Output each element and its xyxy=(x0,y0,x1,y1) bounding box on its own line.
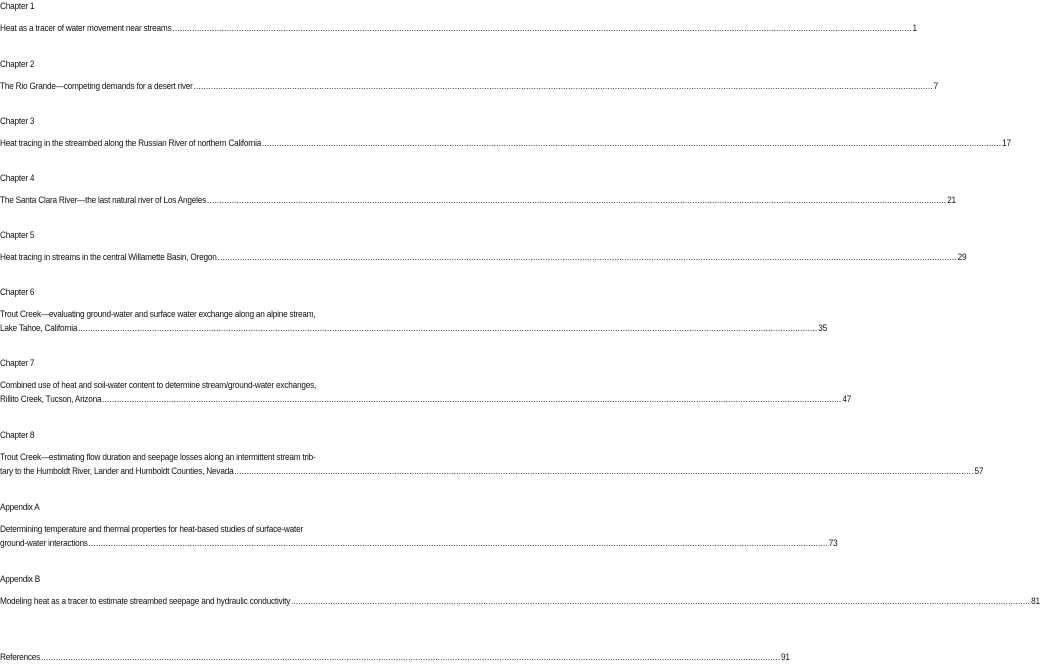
page-number: 1 xyxy=(912,23,917,34)
entry-title: Lake Tahoe, California xyxy=(0,323,78,334)
page-number: 7 xyxy=(933,81,939,92)
toc-entry-chapter-2 xyxy=(0,58,939,94)
entry-heading: Chapter 5 xyxy=(0,230,35,241)
page-number: 35 xyxy=(818,323,827,334)
entry-heading: Appendix B xyxy=(0,574,41,585)
dot-leader: ............................................................................................................................................................................................................................................................................................................ xyxy=(261,138,1002,149)
dot-leader: ............................................................................................................................................................................................................................................................................................................ xyxy=(206,195,947,206)
entry-title-line: Determining temperature and thermal properties for heat-based studies of surface-water xyxy=(0,524,303,535)
dot-leader: ............................................................................................................................................................................................................................................................................................................ xyxy=(102,394,842,405)
entry-heading: Chapter 3 xyxy=(0,116,35,127)
toc-entry-chapter-8 xyxy=(0,429,984,479)
page-number: 73 xyxy=(828,538,838,549)
page-number: 17 xyxy=(1002,138,1011,149)
dot-leader: ............................................................................................................................................................................................................................................................................................................ xyxy=(290,596,1031,607)
toc-entry-chapter-4 xyxy=(0,172,956,208)
toc-entry-references xyxy=(0,651,790,665)
entry-heading: Appendix A xyxy=(0,502,40,513)
page-number: 47 xyxy=(842,394,852,405)
entry-title: References xyxy=(0,652,41,663)
entry-heading: Chapter 2 xyxy=(0,59,35,70)
toc-entry-chapter-3 xyxy=(0,115,1011,151)
entry-title-line: Trout Creek—evaluating ground-water and surface water exchange along an alpine stream, xyxy=(0,309,316,320)
entry-title-line: Trout Creek—estimating flow duration and seepage losses along an intermittent stream trib- xyxy=(0,452,316,463)
entry-title: Modeling heat as a tracer to estimate streambed seepage and hydraulic conductivity xyxy=(0,596,291,607)
toc-entry-appendix-b xyxy=(0,573,1040,609)
entry-heading: Chapter 8 xyxy=(0,430,35,441)
entry-title: Heat as a tracer of water movement near streams xyxy=(0,23,172,34)
page-number: 81 xyxy=(1031,596,1040,607)
entry-heading: Chapter 7 xyxy=(0,358,35,369)
page-number: 57 xyxy=(974,466,984,477)
page-number: 21 xyxy=(947,195,956,206)
toc-entry-chapter-6 xyxy=(0,286,827,336)
page-number: 29 xyxy=(957,252,967,263)
dot-leader: ............................................................................................................................................................................................................................................................................................................ xyxy=(40,652,781,663)
dot-leader: ............................................................................................................................................................................................................................................................................................................ xyxy=(78,323,818,334)
toc-entry-appendix-a xyxy=(0,501,838,551)
dot-leader: ............................................................................................................................................................................................................................................................................................................ xyxy=(217,252,957,263)
entry-title: tary to the Humboldt River, Lander and Humboldt Counties, Nevada xyxy=(0,466,234,477)
dot-leader: ............................................................................................................................................................................................................................................................................................................ xyxy=(193,81,933,92)
entry-title-line: Combined use of heat and soil-water content to determine stream/ground-water exchanges, xyxy=(0,380,317,391)
entry-heading: Chapter 6 xyxy=(0,287,35,298)
page-number: 91 xyxy=(781,652,790,663)
entry-title: Rillito Creek, Tucson, Arizona xyxy=(0,394,102,405)
dot-leader: ............................................................................................................................................................................................................................................................................................................ xyxy=(234,466,974,477)
dot-leader: ............................................................................................................................................................................................................................................................................................................ xyxy=(88,538,828,549)
toc-entry-chapter-7 xyxy=(0,357,852,407)
entry-heading: Chapter 4 xyxy=(0,173,35,184)
entry-title: Heat tracing in streams in the central Willamette Basin, Oregon xyxy=(0,252,217,263)
entry-title: Heat tracing in the streambed along the Russian River of northern California xyxy=(0,138,262,149)
entry-title: The Santa Clara River—the last natural river of Los Angeles xyxy=(0,195,207,206)
toc-entry-chapter-1 xyxy=(0,0,917,36)
entry-title: ground-water interactions xyxy=(0,538,88,549)
entry-heading: Chapter 1 xyxy=(0,1,35,12)
toc-entry-chapter-5 xyxy=(0,229,967,265)
dot-leader: ............................................................................................................................................................................................................................................................................................................ xyxy=(172,23,912,34)
entry-title: The Rio Grande—competing demands for a desert river xyxy=(0,81,193,92)
